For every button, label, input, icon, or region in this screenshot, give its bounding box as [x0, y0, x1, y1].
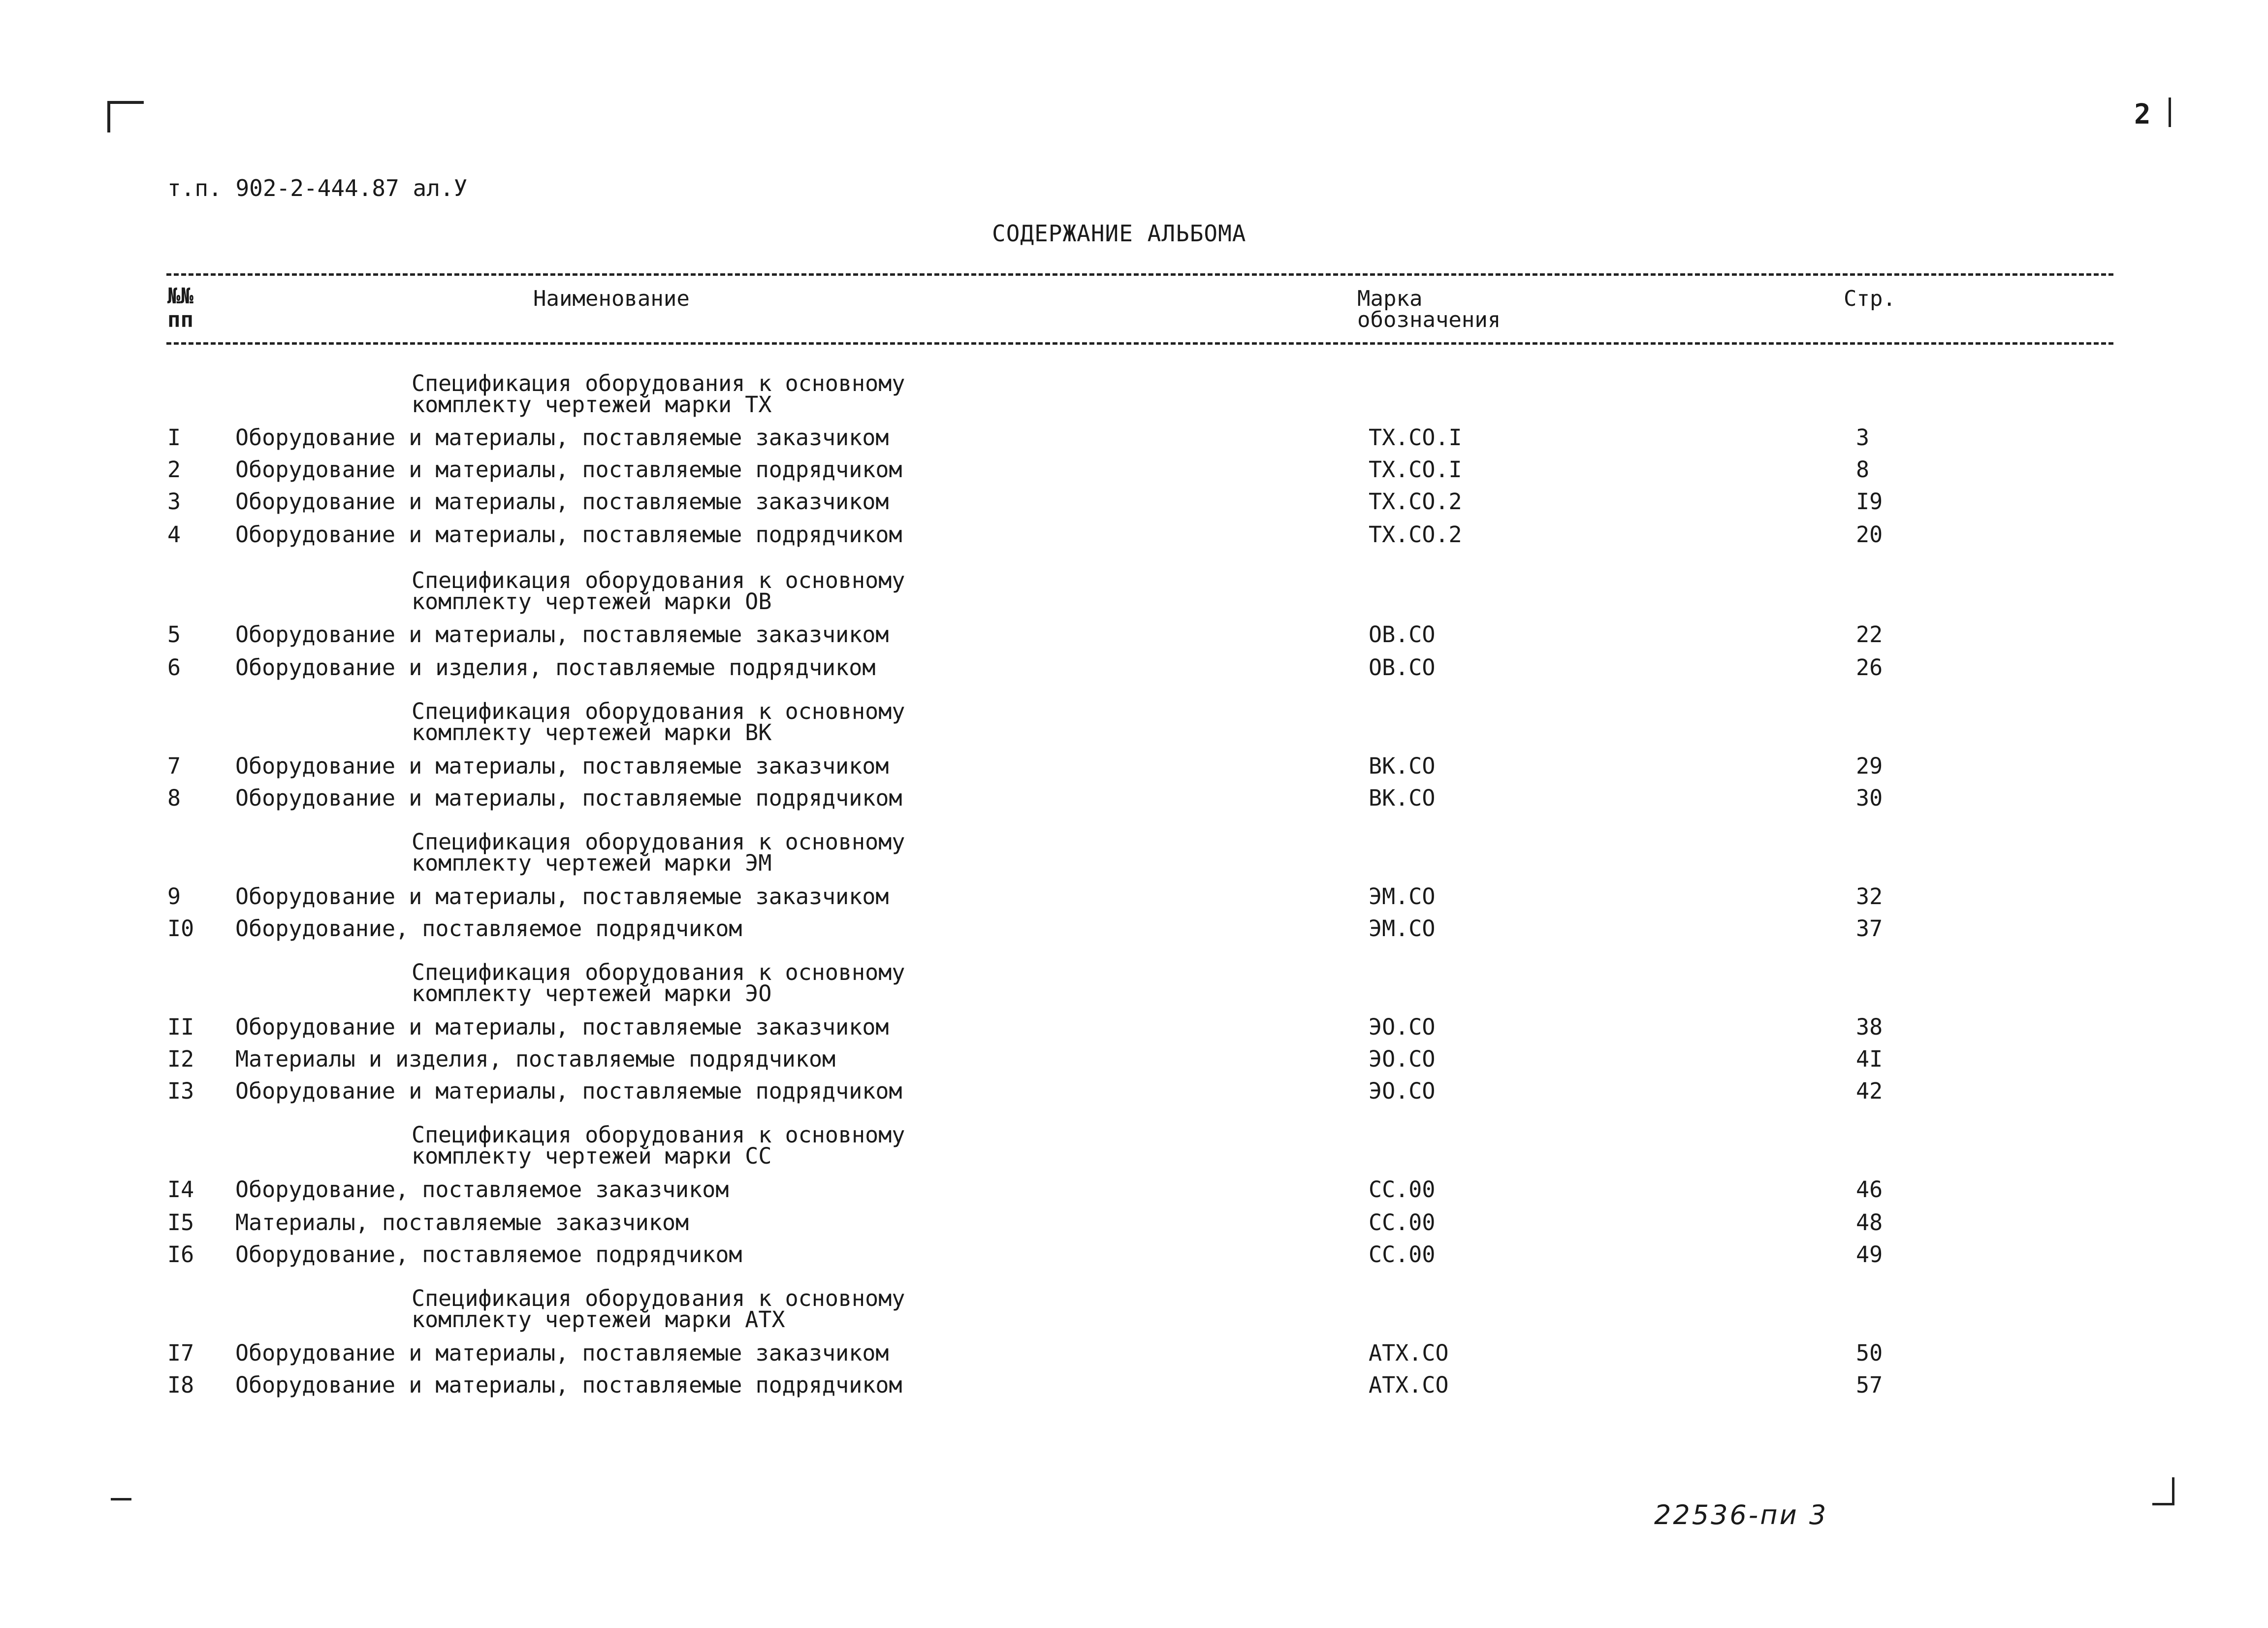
row-page: 49	[1856, 1241, 1883, 1268]
corner-mark-top-right	[2164, 98, 2171, 127]
section-title: Спецификация оборудования к основному	[412, 1122, 905, 1148]
row-page: 4I	[1856, 1046, 1883, 1072]
section-title: Спецификация оборудования к основному	[412, 567, 905, 593]
row-name: Оборудование и материалы, поставляемые заказчиком	[235, 1340, 889, 1366]
row-number: 9	[167, 883, 181, 910]
row-page: 38	[1856, 1014, 1883, 1040]
row-name: Оборудование и материалы, поставляемые подрядчиком	[235, 1078, 902, 1104]
section-subtitle: комплекту чертежей марки АТХ	[412, 1306, 785, 1333]
row-name: Оборудование и материалы, поставляемые заказчиком	[235, 488, 889, 515]
row-mark: ЭО.СО	[1369, 1046, 1436, 1072]
header-bottom-rule	[166, 342, 2113, 345]
row-name: Оборудование, поставляемое подрядчиком	[235, 1241, 742, 1268]
row-mark: АТХ.СО	[1369, 1372, 1449, 1398]
row-number: 5	[167, 621, 181, 648]
row-number: I3	[167, 1078, 194, 1104]
section-subtitle: комплекту чертежей марки ОВ	[412, 588, 772, 615]
header-page-label: Стр.	[1844, 286, 1896, 311]
header-name-label: Наименование	[533, 286, 690, 311]
row-mark: ЭМ.СО	[1369, 915, 1436, 942]
document-reference: т.п. 902-2-444.87 ал.У	[167, 175, 468, 201]
section-title: Спецификация оборудования к основному	[412, 698, 905, 724]
row-number: 7	[167, 753, 181, 779]
row-number: I	[167, 424, 181, 451]
row-page: 22	[1856, 621, 1883, 648]
row-page: 8	[1856, 456, 1870, 483]
section-subtitle: комплекту чертежей марки ТХ	[412, 391, 772, 418]
edge-mark-bottom-left	[111, 1498, 131, 1500]
row-page: 30	[1856, 785, 1883, 811]
row-name: Оборудование, поставляемое подрядчиком	[235, 915, 742, 942]
row-name: Оборудование и материалы, поставляемые заказчиком	[235, 883, 889, 910]
row-mark: СС.00	[1369, 1209, 1436, 1236]
row-mark: ТХ.СО.2	[1369, 521, 1462, 548]
section-subtitle: комплекту чертежей марки СС	[412, 1143, 772, 1169]
row-name: Оборудование и материалы, поставляемые заказчиком	[235, 621, 889, 648]
row-name: Оборудование и материалы, поставляемые заказчиком	[235, 424, 889, 451]
row-page: 3	[1856, 424, 1870, 451]
row-name: Оборудование и материалы, поставляемые заказчиком	[235, 1014, 889, 1040]
row-number: I6	[167, 1241, 194, 1268]
row-page: 46	[1856, 1176, 1883, 1203]
row-mark: ТХ.СО.2	[1369, 488, 1462, 515]
header-mark-sublabel: обозначения	[1357, 307, 1501, 332]
row-mark: ВК.СО	[1369, 753, 1436, 779]
header-num-label: №№	[167, 284, 193, 309]
row-page: 20	[1856, 521, 1883, 548]
corner-mark-bottom-right	[2152, 1477, 2174, 1505]
section-title: Спецификация оборудования к основному	[412, 959, 905, 985]
section-title: Спецификация оборудования к основному	[412, 1285, 905, 1311]
row-page: 57	[1856, 1372, 1883, 1398]
row-mark: ЭО.СО	[1369, 1078, 1436, 1104]
row-number: I7	[167, 1340, 194, 1366]
row-page: I9	[1856, 488, 1883, 515]
row-mark: ОВ.СО	[1369, 621, 1436, 648]
row-number: I2	[167, 1046, 194, 1072]
row-name: Оборудование и материалы, поставляемые заказчиком	[235, 753, 889, 779]
row-number: 2	[167, 456, 181, 483]
row-mark: АТХ.СО	[1369, 1340, 1449, 1366]
row-mark: СС.00	[1369, 1176, 1436, 1203]
row-number: I8	[167, 1372, 194, 1398]
row-name: Материалы, поставляемые заказчиком	[235, 1209, 689, 1236]
row-name: Оборудование и материалы, поставляемые подрядчиком	[235, 521, 902, 548]
row-mark: ТХ.СО.I	[1369, 456, 1462, 483]
row-name: Оборудование и материалы, поставляемые подрядчиком	[235, 456, 902, 483]
header-mark-label: Марка	[1357, 286, 1423, 311]
row-page: 50	[1856, 1340, 1883, 1366]
row-mark: ОВ.СО	[1369, 654, 1436, 681]
row-page: 48	[1856, 1209, 1883, 1236]
row-number: I4	[167, 1176, 194, 1203]
row-page: 26	[1856, 654, 1883, 681]
header-num-sublabel: пп	[167, 307, 193, 332]
row-name: Оборудование и материалы, поставляемые подрядчиком	[235, 785, 902, 811]
row-number: 8	[167, 785, 181, 811]
corner-mark-top-left	[107, 101, 144, 132]
section-subtitle: комплекту чертежей марки ЭМ	[412, 850, 772, 876]
header-top-rule	[166, 273, 2113, 276]
row-name: Оборудование и материалы, поставляемые подрядчиком	[235, 1372, 902, 1398]
row-mark: ЭО.СО	[1369, 1014, 1436, 1040]
row-name: Оборудование и изделия, поставляемые подрядчиком	[235, 654, 876, 681]
row-number: I0	[167, 915, 194, 942]
page-number: 2	[2134, 98, 2151, 130]
row-number: 3	[167, 488, 181, 515]
section-title: Спецификация оборудования к основному	[412, 370, 905, 396]
row-mark: СС.00	[1369, 1241, 1436, 1268]
row-mark: ЭМ.СО	[1369, 883, 1436, 910]
row-page: 42	[1856, 1078, 1883, 1104]
row-page: 37	[1856, 915, 1883, 942]
row-name: Материалы и изделия, поставляемые подрядчиком	[235, 1046, 836, 1072]
archive-stamp: 22536-пи 3	[1654, 1499, 1828, 1530]
section-title: Спецификация оборудования к основному	[412, 829, 905, 855]
row-mark: ВК.СО	[1369, 785, 1436, 811]
section-subtitle: комплекту чертежей марки ВК	[412, 719, 772, 746]
row-page: 32	[1856, 883, 1883, 910]
row-page: 29	[1856, 753, 1883, 779]
row-number: I5	[167, 1209, 194, 1236]
page-title: СОДЕРЖАНИЕ АЛЬБОМА	[992, 220, 1246, 247]
row-name: Оборудование, поставляемое заказчиком	[235, 1176, 729, 1203]
row-number: 6	[167, 654, 181, 681]
row-number: 4	[167, 521, 181, 548]
section-subtitle: комплекту чертежей марки ЭО	[412, 980, 772, 1007]
row-mark: ТХ.СО.I	[1369, 424, 1462, 451]
row-number: II	[167, 1014, 194, 1040]
